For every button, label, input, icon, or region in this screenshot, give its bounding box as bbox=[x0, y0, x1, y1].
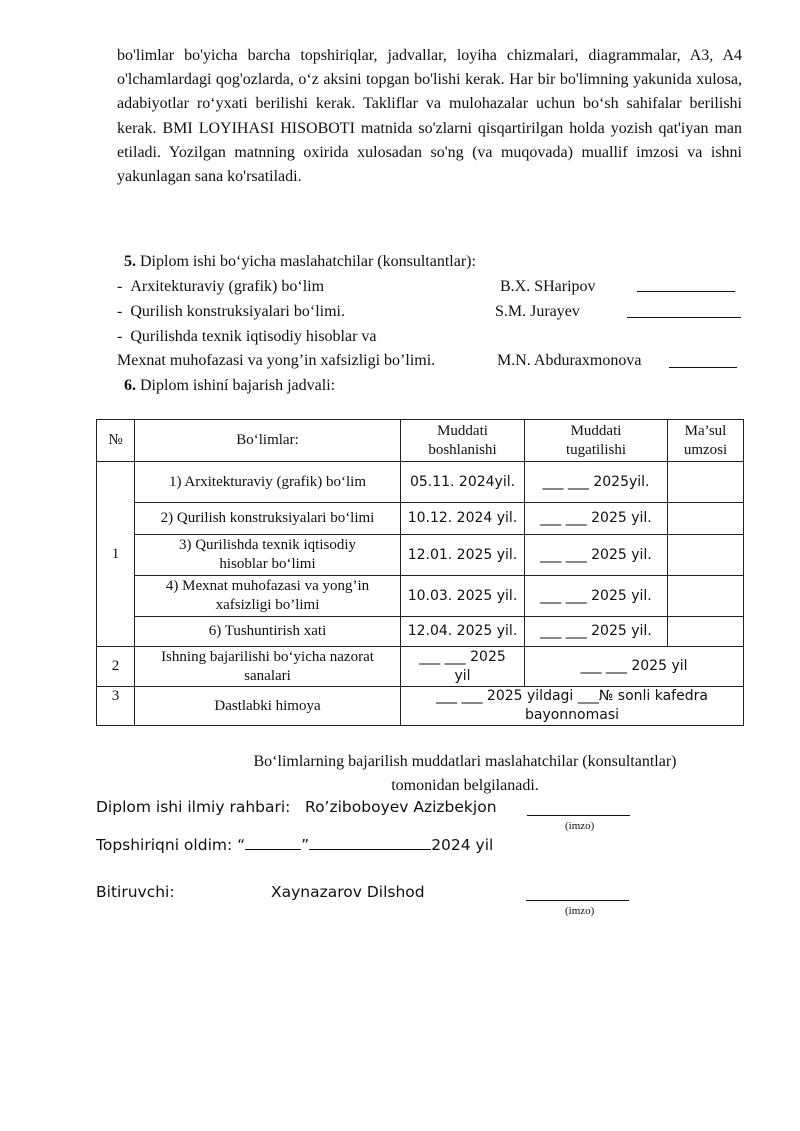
header-sections: Bo‘limlar: bbox=[135, 420, 401, 462]
row-start: 05.11. 2024yil. bbox=[401, 462, 525, 503]
header-end: Muddati tugatilishi bbox=[525, 420, 668, 462]
row-start: 12.04. 2025 yil. bbox=[401, 617, 525, 647]
consultant-item-3-cont: Mexnat muhofazasi va yong’in xafsizligi bo’limi. bbox=[117, 352, 436, 369]
row-number: 3 bbox=[97, 687, 135, 726]
row-signature bbox=[668, 576, 744, 617]
row-end: ___ ___ 2025 yil bbox=[525, 647, 744, 687]
consultant-label: Qurilishda texnik iqtisodiy hisoblar va bbox=[130, 328, 377, 345]
schedule-note: Bo‘limlarning bajarilish muddatlari maslahatchilar (konsultantlar) tomonidan belgilanadi. bbox=[253, 753, 677, 794]
table-row bbox=[97, 462, 744, 503]
row-end: ___ ___ 2025yil. bbox=[525, 462, 668, 503]
row-label: Dastlabki himoya bbox=[135, 687, 401, 726]
consultant-name-3: M.N. Abduraxmonova bbox=[497, 352, 642, 369]
row-label: 2) Qurilish konstruksiyalari bo‘limi bbox=[135, 503, 401, 535]
row-label: 3) Qurilishda texnik iqtisodiy hisoblar bo‘limi bbox=[135, 535, 401, 576]
bullet: - bbox=[117, 328, 123, 345]
row-merged: ___ ___ 2025 yildagi ___№ sonli kafedra bayonnomasi bbox=[401, 687, 744, 726]
signature-line bbox=[669, 367, 737, 368]
consultant-name-1: B.X. SHaripov bbox=[500, 278, 596, 295]
row-start: ___ ___ 2025 yil bbox=[401, 647, 525, 687]
consultant-item-3 bbox=[117, 327, 377, 347]
row-label: Ishning bajarilishi bo‘yicha nazorat sanalari bbox=[135, 647, 401, 687]
row-end: ___ ___ 2025 yil. bbox=[525, 617, 668, 647]
consultant-item-1 bbox=[117, 277, 324, 297]
consultant-label: Qurilish konstruksiyalari bo‘limi. bbox=[130, 303, 345, 320]
signature-line bbox=[637, 291, 735, 292]
header-no: № bbox=[97, 420, 135, 462]
schedule-table bbox=[96, 419, 744, 726]
row-label: 1) Arxitekturaviy (grafik) bo‘lim bbox=[135, 462, 401, 503]
row-start: 12.01. 2025 yil. bbox=[401, 535, 525, 576]
section6-heading bbox=[124, 376, 335, 396]
row-signature bbox=[668, 617, 744, 647]
row-signature bbox=[668, 462, 744, 503]
row-signature bbox=[668, 535, 744, 576]
consultant-label: Arxitekturaviy (grafik) bo‘lim bbox=[130, 278, 325, 295]
table-row bbox=[97, 687, 744, 726]
table-row bbox=[97, 503, 744, 535]
received-line: Topshiriqni oldim: “ ” 2024 yil bbox=[96, 836, 494, 854]
row-start: 10.03. 2025 yil. bbox=[401, 576, 525, 617]
section6-title: Diplom ishiní bajarish jadvali: bbox=[140, 377, 336, 394]
section6-number: 6. bbox=[124, 377, 136, 394]
imzo-caption: (imzo) bbox=[565, 905, 595, 917]
row-end: ___ ___ 2025 yil. bbox=[525, 503, 668, 535]
consultant-item-2 bbox=[117, 302, 345, 322]
section5-number: 5. bbox=[124, 253, 136, 270]
row-end: ___ ___ 2025 yil. bbox=[525, 535, 668, 576]
group-number: 1 bbox=[97, 462, 135, 647]
signature-line bbox=[527, 815, 630, 816]
section5-heading bbox=[124, 252, 476, 272]
section5-title: Diplom ishi bo‘yicha maslahatchilar (konsultantlar): bbox=[140, 253, 476, 270]
graduate-label: Bitiruvchi: bbox=[96, 883, 175, 901]
signature-line bbox=[526, 900, 629, 901]
row-label: 6) Tushuntirish xati bbox=[135, 617, 401, 647]
row-number: 2 bbox=[97, 647, 135, 687]
header-signature: Ma’sul umzosi bbox=[668, 420, 744, 462]
bullet: - bbox=[117, 278, 123, 295]
signature-line bbox=[627, 317, 741, 318]
day-blank bbox=[245, 835, 301, 850]
table-header-row bbox=[97, 420, 744, 462]
month-blank bbox=[309, 835, 431, 850]
table-row bbox=[97, 535, 744, 576]
table-row bbox=[97, 647, 744, 687]
table-row bbox=[97, 576, 744, 617]
header-start: Muddati boshlanishi bbox=[401, 420, 525, 462]
graduate-name: Xaynazarov Dilshod bbox=[271, 883, 425, 901]
imzo-caption: (imzo) bbox=[565, 820, 595, 832]
bullet: - bbox=[117, 303, 123, 320]
intro-paragraph: bo'limlar bo'yicha barcha topshiriqlar, jadvallar, loyiha chizmalari, diagrammalar, A3, A4 o'lchamlardagi qog'ozlarda, o‘z aksini topgan bo'lishi kerak. Har bir bo'limning yakunida xulosa, adabiyotlar ro‘yxati berilishi kerak. Takliflar va mulohazalar uchun bo‘sh sahifalar berilishi kerak. BMI LOYIHASI HISOBOTI matnida so'zlarni qisqartirilgan holda yozish qat'iyan man etiladi. Yozilgan matnning oxirida xulosadan so'ng (va muqovada) muallif imzosi va ishni yakunlagan sana ko'rsatiladi. bbox=[117, 47, 742, 186]
row-start: 10.12. 2024 yil. bbox=[401, 503, 525, 535]
consultant-name-2: S.M. Jurayev bbox=[495, 303, 580, 320]
table-row bbox=[97, 617, 744, 647]
row-end: ___ ___ 2025 yil. bbox=[525, 576, 668, 617]
supervisor-name: Ro’ziboboyev Azizbekjon bbox=[305, 798, 497, 816]
supervisor-label: Diplom ishi ilmiy rahbari: bbox=[96, 798, 291, 816]
row-signature bbox=[668, 503, 744, 535]
row-label: 4) Mexnat muhofazasi va yong’in xafsizligi bo’limi bbox=[135, 576, 401, 617]
